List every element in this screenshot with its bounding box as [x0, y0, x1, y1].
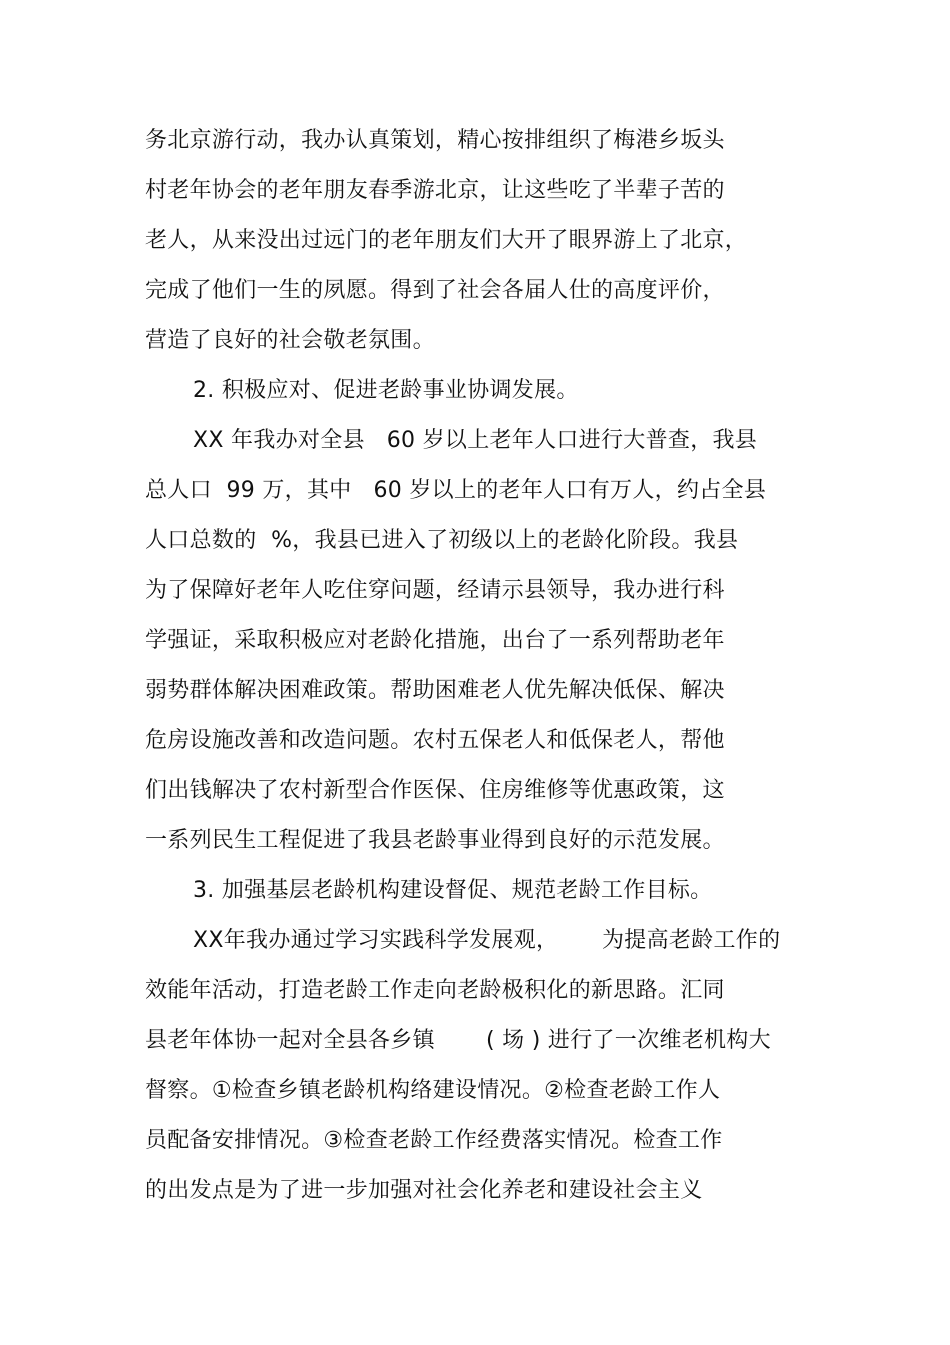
- text-line: 县老年体协一起对全县各乡镇 ( 场 ) 进行了一次维老机构大: [145, 1028, 771, 1053]
- text-line: 的出发点是为了进一步加强对社会化养老和建设社会主义: [145, 1178, 703, 1203]
- section-heading: 2. 积极应对、促进老龄事业协调发展。: [193, 378, 579, 403]
- text-line: 危房设施改善和改造问题。农村五保老人和低保老人，帮他: [145, 728, 725, 753]
- text-line: 完成了他们一生的夙愿。得到了社会各届人仕的高度评价，: [145, 278, 725, 303]
- text-line: 老人，从来没出过远门的老年朋友们大开了眼界游上了北京，: [145, 228, 748, 253]
- text-line: 村老年协会的老年朋友春季游北京，让这些吃了半辈子苦的: [145, 178, 725, 203]
- text-line: XX年我办通过学习实践科学发展观， 为提高老龄工作的: [193, 928, 781, 953]
- text-line: 营造了良好的社会敬老氛围。: [145, 328, 435, 353]
- text-line: 效能年活动，打造老龄工作走向老龄极积化的新思路。汇同: [145, 978, 725, 1003]
- text-line: 为了保障好老年人吃住穿问题，经请示县领导，我办进行科: [145, 578, 725, 603]
- text-line: XX 年我办对全县 60 岁以上老年人口进行大普查，我县: [193, 428, 758, 453]
- text-line: 学强证，采取积极应对老龄化措施，出台了一系列帮助老年: [145, 628, 725, 653]
- text-line: 人口总数的 %，我县已进入了初级以上的老龄化阶段。我县: [145, 528, 739, 553]
- text-line: 总人口 99 万，其中 60 岁以上的老年人口有万人，约占全县: [145, 478, 767, 503]
- text-line: 弱势群体解决困难政策。帮助困难老人优先解决低保、解决: [145, 678, 725, 703]
- text-line: 们出钱解决了农村新型合作医保、住房维修等优惠政策，这: [145, 778, 725, 803]
- text-line: 员配备安排情况。③检查老龄工作经费落实情况。检查工作: [145, 1128, 723, 1153]
- text-line: 一系列民生工程促进了我县老龄事业得到良好的示范发展。: [145, 828, 725, 853]
- text-line: 务北京游行动，我办认真策划，精心按排组织了梅港乡坂头: [145, 128, 725, 153]
- text-line: 督察。①检查乡镇老龄机构络建设情况。②检查老龄工作人: [145, 1078, 721, 1103]
- section-heading: 3. 加强基层老龄机构建设督促、规范老龄工作目标。: [193, 878, 713, 903]
